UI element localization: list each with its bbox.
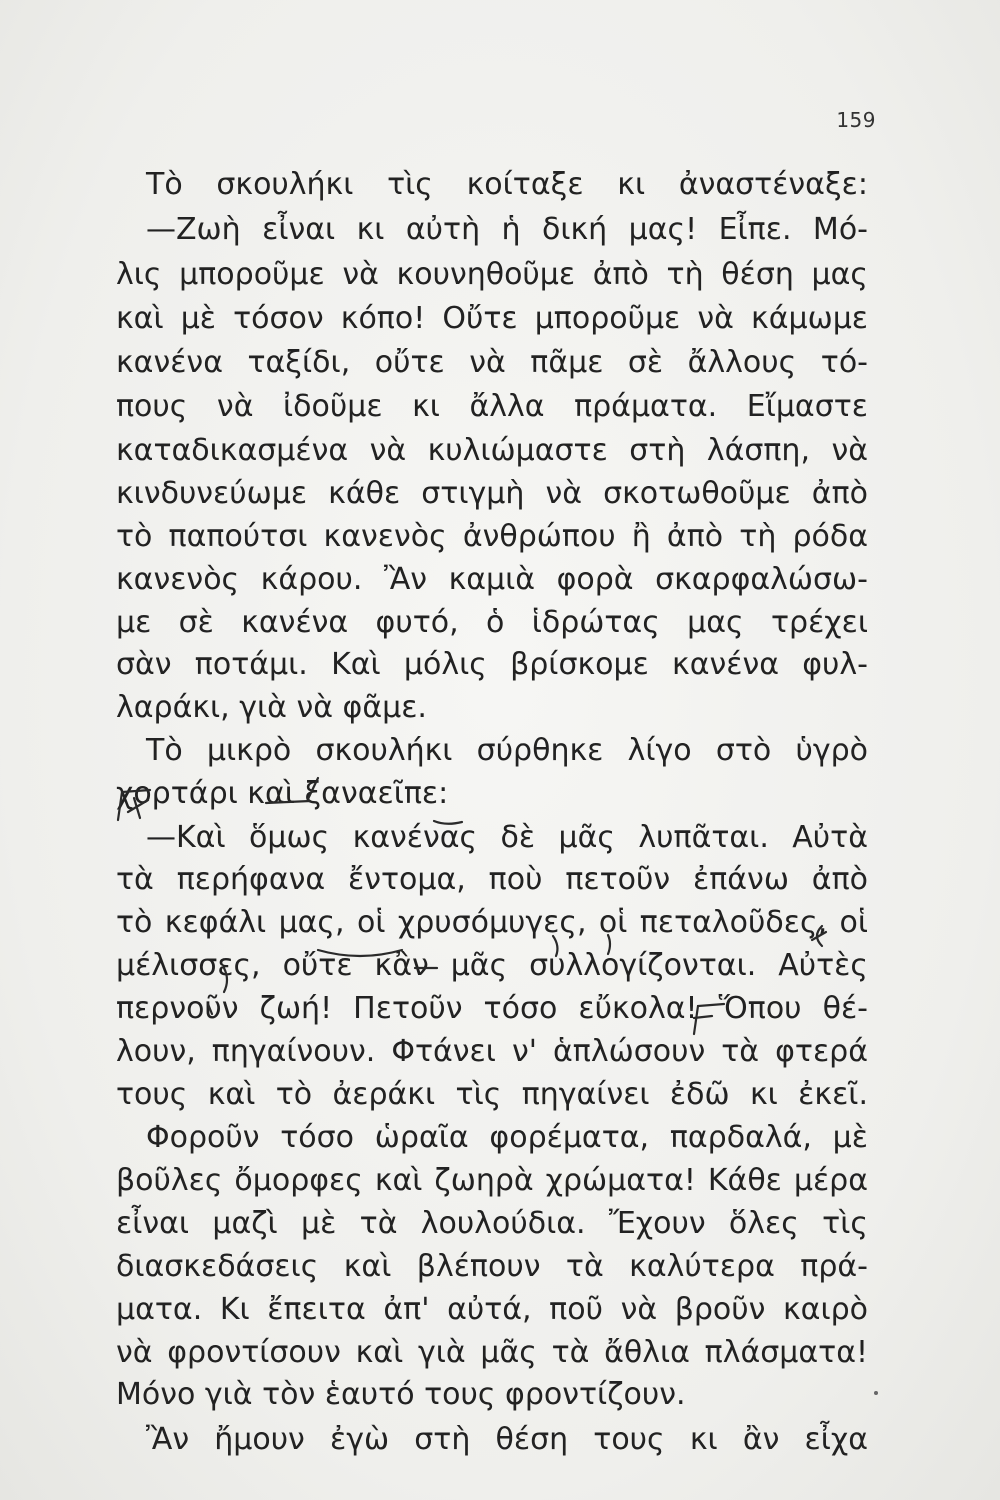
text-line: νὰ φροντίσουν καὶ γιὰ μᾶς τὰ ἄθλια πλάσματα! bbox=[116, 1335, 868, 1370]
text-line: λις μποροῦμε νὰ κουνηθοῦμε ἀπὸ τὴ θέση μας bbox=[116, 257, 868, 292]
text-line: διασκεδάσεις καὶ βλέπουν τὰ καλύτερα πρά- bbox=[116, 1249, 868, 1284]
text-line: περνοῦν ζωή! Πετοῦν τόσο εὔκολα! Ὅπου θέ- bbox=[116, 991, 868, 1026]
text-line: τους καὶ τὸ ἀεράκι τὶς πηγαίνει ἐδῶ κι ἐκεῖ. bbox=[116, 1077, 868, 1112]
text-line: πους νὰ ἰδοῦμε κι ἄλλα πράματα. Εἴμαστε bbox=[116, 389, 868, 424]
page-number: 159 bbox=[836, 108, 876, 132]
text-line: τὸ κεφάλι μας, οἱ χρυσόμυγες, οἱ πεταλοῦδες, οἱ bbox=[116, 905, 868, 940]
text-line: κανενὸς κάρου. Ἂν καμιὰ φορὰ σκαρφαλώσω- bbox=[116, 562, 868, 597]
text-line: Μόνο γιὰ τὸν ἑαυτό τους φροντίζουν. bbox=[116, 1377, 686, 1412]
text-line: Τὸ σκουλήκι τὶς κοίταξε κι ἀναστέναξε: bbox=[146, 167, 868, 202]
text-line: σὰν ποτάμι. Καὶ μόλις βρίσκομε κανένα φυλ- bbox=[116, 647, 868, 682]
text-line: —Ζωὴ εἶναι κι αὐτὴ ἡ δική μας! Εἶπε. Μό- bbox=[146, 212, 868, 247]
text-line: ματα. Κι ἔπειτα ἀπ' αὐτά, ποῦ νὰ βροῦν καιρὸ bbox=[116, 1292, 868, 1327]
text-line: κινδυνεύωμε κάθε στιγμὴ νὰ σκοτωθοῦμε ἀπὸ bbox=[116, 476, 868, 511]
text-line: λουν, πηγαίνουν. Φτάνει ν' ἁπλώσουν τὰ φτερά bbox=[116, 1034, 868, 1069]
text-line: τὸ παπούτσι κανενὸς ἀνθρώπου ἢ ἀπὸ τὴ ρόδα bbox=[116, 519, 868, 554]
text-line: κανένα ταξίδι, οὔτε νὰ πᾶμε σὲ ἄλλους τό- bbox=[116, 345, 868, 380]
text-line: μέλισσες, οὔτε κἂν μᾶς συλλογίζονται. Αὐτὲς bbox=[116, 948, 868, 983]
text-line: με σὲ κανένα φυτό, ὁ ἱδρώτας μας τρέχει bbox=[116, 605, 868, 640]
text-line: —Καὶ ὅμως κανένας δὲ μᾶς λυπᾶται. Αὐτὰ bbox=[146, 820, 868, 855]
text-line: Τὸ μικρὸ σκουλήκι σύρθηκε λίγο στὸ ὑγρὸ bbox=[146, 733, 868, 768]
text-line: Φοροῦν τόσο ὡραῖα φορέματα, παρδαλά, μὲ bbox=[146, 1120, 868, 1155]
text-line: εἶναι μαζὶ μὲ τὰ λουλούδια. Ἔχουν ὅλες τὶς bbox=[116, 1206, 868, 1241]
text-line: χορτάρι καὶ ξαναεῖπε: bbox=[116, 776, 449, 811]
text-line: βοῦλες ὄμορφες καὶ ζωηρὰ χρώματα! Κάθε μέρα bbox=[116, 1163, 868, 1198]
text-line: τὰ περήφανα ἔντομα, ποὺ πετοῦν ἐπάνω ἀπὸ bbox=[116, 862, 868, 897]
text-line: Ἂν ἤμουν ἐγὼ στὴ θέση τους κι ἂν εἶχα bbox=[146, 1422, 868, 1457]
ink-speck bbox=[874, 1391, 878, 1395]
text-line: καὶ μὲ τόσον κόπο! Οὔτε μποροῦμε νὰ κάμωμε bbox=[116, 301, 868, 336]
text-line: καταδικασμένα νὰ κυλιώμαστε στὴ λάσπη, νὰ bbox=[116, 433, 868, 468]
text-line: λαράκι, γιὰ νὰ φᾶμε. bbox=[116, 690, 427, 725]
